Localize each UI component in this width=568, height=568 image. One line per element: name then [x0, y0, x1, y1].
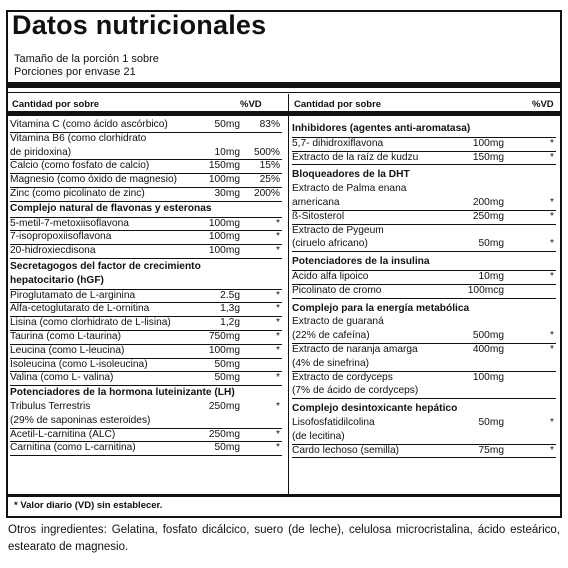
ingredient-dv: *: [550, 196, 554, 208]
ingredient-row: [292, 152, 556, 166]
ingredient-name: (4% de sinefrina): [292, 357, 370, 369]
ingredient-dv: *: [276, 245, 280, 257]
ingredient-dv: *: [276, 330, 280, 342]
ingredient-row: [292, 431, 556, 445]
ingredient-name: Piroglutamato de L-arginina: [10, 289, 136, 301]
ingredient-row: [292, 211, 556, 225]
ingredient-row: [10, 401, 282, 415]
ingredient-name: Alfa-cetoglutarato de L-ornitina: [10, 303, 150, 315]
ingredient-name: (ciruelo africano): [292, 238, 368, 250]
ingredient-row: [10, 174, 282, 188]
ingredient-row: [10, 218, 282, 232]
ingredient-row: [292, 271, 556, 285]
ingredient-amount: 250mg: [208, 428, 240, 440]
ingredient-name: Lisofosfatidilcolina: [292, 416, 375, 428]
ingredient-name: Extracto de naranja amarga: [292, 343, 418, 355]
ingredient-name: Cardo lechoso (semilla): [292, 444, 400, 456]
ingredient-row: [10, 303, 282, 317]
ingredient-name: (29% de saponinas esteroides): [10, 414, 151, 426]
ingredient-name: Taurina (como L-taurina): [10, 330, 121, 342]
ingredient-name: Leucina (como L-leucina): [10, 344, 125, 356]
ingredient-amount: 100mg: [208, 245, 240, 257]
ingredient-dv: *: [550, 210, 554, 222]
ingredient-row: [292, 285, 556, 299]
ingredient-amount: 50mg: [214, 372, 240, 384]
ingredient-name: Magnesio (como óxido de magnesio): [10, 174, 178, 186]
ingredient-amount: 500mg: [472, 330, 504, 342]
section-title: Secretagogos del factor de crecimiento: [10, 260, 201, 272]
ingredient-name: Zinc (como picolinato de zinc): [10, 187, 145, 199]
ingredient-name: de piridoxina): [10, 146, 72, 158]
ingredient-row: [10, 245, 282, 259]
ingredient-name: Extracto de Palma enana: [292, 183, 407, 195]
ingredient-dv: *: [276, 231, 280, 243]
ingredient-amount: 150mg: [472, 151, 504, 163]
ingredient-name: Carnitina (como L-carnitina): [10, 442, 136, 454]
ingredient-amount: 2.5g: [220, 289, 240, 301]
ingredient-row: [10, 442, 282, 456]
ingredient-row: [10, 160, 282, 174]
ingredient-row: [292, 225, 556, 239]
ingredient-amount: 250mg: [208, 400, 240, 412]
ingredient-amount: 75mg: [478, 444, 504, 456]
ingredient-row: [292, 183, 556, 197]
ingredient-row: [10, 372, 282, 386]
ingredient-dv: 25%: [259, 174, 280, 186]
ingredient-row: [10, 133, 282, 147]
ingredient-dv: 83%: [259, 119, 280, 130]
ingredient-row: [292, 385, 556, 399]
ingredient-row: [10, 119, 282, 133]
ingredient-amount: 50mg: [214, 119, 240, 130]
thin-rule-top: [8, 92, 560, 93]
ingredient-amount: 250mg: [472, 210, 504, 222]
ingredient-dv: *: [550, 444, 554, 456]
ingredient-amount: 50mg: [478, 238, 504, 250]
ingredient-dv: *: [276, 372, 280, 384]
ingredient-row: [10, 317, 282, 331]
nutrition-facts-panel: [6, 10, 562, 518]
left-header-dv: %VD: [240, 99, 262, 110]
ingredient-dv: *: [550, 238, 554, 250]
ingredient-name: 5-metil-7-metoxiisoflavona: [10, 217, 129, 229]
right-header-amount: Cantidad por sobre: [294, 99, 382, 110]
ingredient-name: Tribulus Terrestris: [10, 400, 91, 412]
ingredient-amount: 1,3g: [220, 303, 240, 315]
dv-footnote: * Valor diario (VD) sin establecer.: [14, 500, 163, 511]
ingredient-name: Valina (como L- valina): [10, 372, 114, 384]
section-title: Potenciadores de la insulina: [292, 256, 556, 271]
ingredient-dv: *: [276, 428, 280, 440]
ingredient-row: [292, 445, 556, 459]
ingredient-row: [292, 316, 556, 330]
ingredient-dv: *: [550, 270, 554, 282]
ingredient-dv: *: [276, 217, 280, 229]
ingredient-row: [292, 138, 556, 152]
ingredient-row: [292, 197, 556, 211]
right-header-dv: %VD: [532, 99, 554, 110]
ingredient-name: (7% de ácido de cordyceps): [292, 385, 419, 397]
ingredient-name: 20-hidroxiecdisona: [10, 245, 96, 257]
ingredient-name: Picolinato de cromo: [292, 284, 382, 296]
ingredient-amount: 100mcg: [467, 284, 504, 296]
panel-title: Datos nutricionales: [12, 10, 267, 40]
ingredient-amount: 100mg: [208, 344, 240, 356]
ingredient-dv: *: [276, 442, 280, 454]
ingredient-amount: 400mg: [472, 343, 504, 355]
ingredient-row: [292, 330, 556, 344]
ingredient-dv: *: [276, 344, 280, 356]
ingredient-row: [10, 359, 282, 373]
ingredient-amount: 10mg: [214, 146, 240, 158]
thick-rule-bottom: [8, 494, 560, 497]
left-header-amount: Cantidad por sobre: [12, 99, 100, 110]
ingredient-dv: *: [276, 400, 280, 412]
ingredient-name: americana: [292, 196, 340, 208]
ingredient-name: 5,7- dihidroxiflavona: [292, 137, 384, 149]
ingredient-name: (22% de cafeína): [292, 330, 370, 342]
ingredient-amount: 750mg: [208, 330, 240, 342]
ingredient-name: Vitamina C (como ácido ascórbico): [10, 119, 168, 130]
ingredient-amount: 1,2g: [220, 317, 240, 329]
section-title: Inhibidores (agentes anti-aromatasa): [292, 123, 556, 138]
ingredient-dv: *: [550, 416, 554, 428]
section-title: Bloqueadores de la DHT: [292, 169, 410, 181]
servings-per-container: Porciones por envase 21: [14, 66, 136, 78]
section-title: Potenciadores de la hormona luteinizante (LH): [10, 387, 235, 399]
ingredient-dv: *: [550, 330, 554, 342]
serving-info: [14, 53, 159, 79]
ingredient-name: Calcio (como fosfato de calcio): [10, 160, 150, 172]
ingredient-name: Extracto de Pygeum: [292, 224, 384, 236]
thick-rule-header: [8, 111, 560, 116]
ingredient-name: ß-Sitosterol: [292, 210, 345, 222]
ingredient-dv: *: [550, 343, 554, 355]
ingredient-row: [10, 331, 282, 345]
ingredient-row: [292, 344, 556, 358]
ingredient-amount: 100mg: [208, 231, 240, 243]
thick-rule-top: [8, 82, 560, 88]
ingredient-amount: 100mg: [472, 137, 504, 149]
ingredient-name: Extracto de cordyceps: [292, 371, 393, 383]
right-column: [292, 119, 556, 458]
ingredient-row: [10, 345, 282, 359]
ingredient-amount: 100mg: [208, 217, 240, 229]
ingredient-amount: 50mg: [214, 358, 240, 370]
left-column: [10, 119, 282, 456]
other-ingredients: Otros ingredientes: Gelatina, fosfato dicálcico, suero (de leche), celulosa microcristalina, ácido esteárico, estearato de magnesio.: [8, 524, 560, 553]
ingredient-row: [10, 415, 282, 429]
ingredient-row: [10, 231, 282, 245]
ingredient-name: 7-isopropoxiisoflavona: [10, 231, 112, 243]
ingredient-name: Acetil-L-carnitina (ALC): [10, 428, 116, 440]
ingredient-amount: 150mg: [208, 160, 240, 172]
ingredient-amount: 100mg: [208, 174, 240, 186]
ingredient-name: Extracto de la raíz de kudzu: [292, 151, 419, 163]
ingredient-dv: 500%: [253, 146, 280, 158]
ingredient-name: Isoleucina (como L-isoleucina): [10, 358, 148, 370]
section-title: Complejo desintoxicante hepático: [292, 403, 458, 415]
ingredient-amount: 10mg: [478, 270, 504, 282]
section-title: Complejo para la energía metabólica: [292, 302, 470, 314]
ingredient-dv: *: [550, 151, 554, 163]
ingredient-dv: *: [276, 289, 280, 301]
column-separator: [288, 94, 289, 494]
ingredient-row: [292, 372, 556, 386]
ingredient-amount: 30mg: [214, 187, 240, 199]
ingredient-row: [10, 147, 282, 161]
section-title: hepatocitario (hGF): [10, 275, 282, 290]
ingredient-name: (de lecitina): [292, 430, 345, 442]
ingredient-amount: 50mg: [478, 416, 504, 428]
ingredient-name: Vitamina B6 (como clorhidrato: [10, 132, 147, 144]
ingredient-row: [10, 429, 282, 443]
ingredient-row: [10, 188, 282, 202]
serving-size: Tamaño de la porción 1 sobre: [14, 53, 159, 65]
ingredient-row: [10, 290, 282, 304]
ingredient-row: [292, 358, 556, 372]
ingredient-row: [292, 417, 556, 431]
ingredient-dv: *: [550, 137, 554, 149]
ingredient-dv: 200%: [253, 187, 280, 199]
ingredient-name: Extracto de guaraná: [292, 316, 384, 328]
ingredient-amount: 200mg: [472, 196, 504, 208]
ingredient-name: Lisina (como clorhidrato de L-lisina): [10, 317, 171, 329]
ingredient-dv: 15%: [259, 160, 280, 172]
section-title: Complejo natural de flavonas y esteronas: [10, 203, 282, 218]
ingredient-amount: 50mg: [214, 442, 240, 454]
ingredient-amount: 100mg: [472, 371, 504, 383]
ingredient-dv: *: [276, 303, 280, 315]
ingredient-dv: *: [276, 317, 280, 329]
ingredient-name: Ácido alfa lipoico: [292, 270, 369, 282]
ingredient-row: [292, 238, 556, 252]
